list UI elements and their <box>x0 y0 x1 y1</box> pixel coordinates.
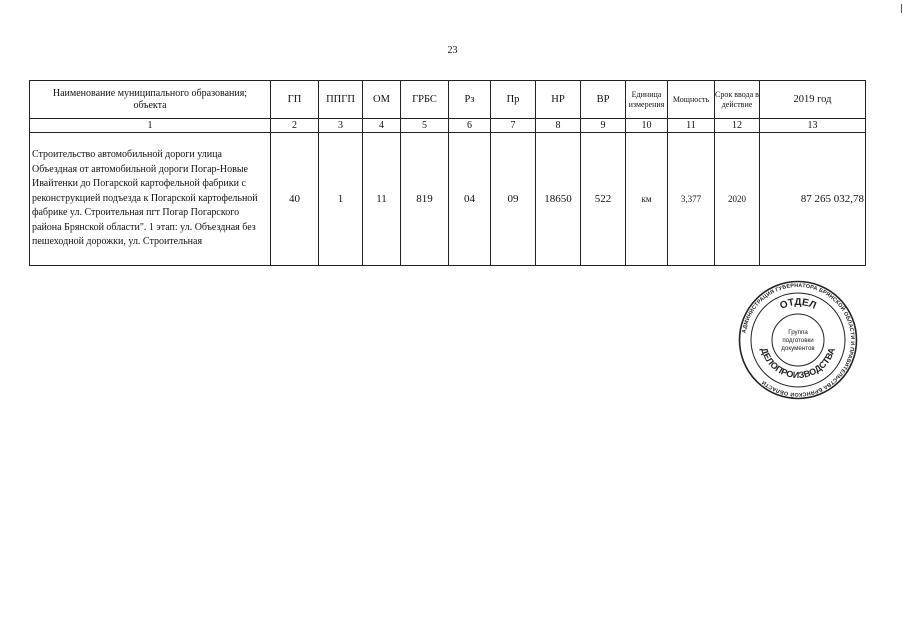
column-number: 8 <box>536 119 581 133</box>
nr-cell: 18650 <box>536 133 581 266</box>
stamp-center-line: Группа <box>788 329 808 336</box>
department-stamp <box>738 280 858 400</box>
header-term: Срок ввода в действие <box>715 81 760 119</box>
amount-2019-cell: 87 265 032,78 <box>760 133 866 266</box>
header-om: ОМ <box>363 81 401 119</box>
stamp-center-line: документов <box>781 345 815 352</box>
column-number: 13 <box>760 119 866 133</box>
column-number-row <box>30 119 866 133</box>
column-number: 2 <box>271 119 319 133</box>
ppgp-cell: 1 <box>319 133 363 266</box>
page-number: 23 <box>447 45 458 56</box>
column-number: 4 <box>363 119 401 133</box>
gp-cell: 40 <box>271 133 319 266</box>
object-name-cell: Строительство автомобильной дороги улица Объездная от автомобильной дороги Погар-Новые Ивайтенки до Погарской картофельной фабрики с реконструкцией подъезда к Погарской картофельной фабрике ул. Строительная пгт Погар Погарского района Брянской области". 1 этап: ул. Объездная без пешеходной дорожки, ул. Строительная <box>30 133 271 266</box>
header-name: Наименование муниципального образования; объекта <box>30 81 271 119</box>
header-pr: Пр <box>491 81 536 119</box>
unit-cell: км <box>626 133 668 266</box>
budget-table <box>29 80 866 266</box>
column-number: 5 <box>401 119 449 133</box>
header-vr: ВР <box>581 81 626 119</box>
stamp-center-line: подготовки <box>782 337 814 344</box>
scan-edge-mark <box>901 4 902 13</box>
column-number: 9 <box>581 119 626 133</box>
grbs-cell: 819 <box>401 133 449 266</box>
pr-cell: 09 <box>491 133 536 266</box>
header-ppgp: ППГП <box>319 81 363 119</box>
stamp-outer-text: АДМИНИСТРАЦИЯ ГУБЕРНАТОРА БРЯНСКОЙ ОБЛАСТИ И ПРАВИТЕЛЬСТВА БРЯНСКОЙ ОБЛАСТИ <box>741 282 856 398</box>
column-number: 3 <box>319 119 363 133</box>
header-unit: Единица измерения <box>626 81 668 119</box>
stamp-inner-top-text: ОТДЕЛ <box>778 297 818 312</box>
header-grbs: ГРБС <box>401 81 449 119</box>
term-cell: 2020 <box>715 133 760 266</box>
column-number: 1 <box>30 119 271 133</box>
vr-cell: 522 <box>581 133 626 266</box>
stamp-inner-bottom-text: ДЕЛОПРОИЗВОДСТВА <box>759 346 837 381</box>
column-number: 12 <box>715 119 760 133</box>
header-year-2019: 2019 год <box>760 81 866 119</box>
rz-cell: 04 <box>449 133 491 266</box>
header-rz: Рз <box>449 81 491 119</box>
header-nr: НР <box>536 81 581 119</box>
header-gp: ГП <box>271 81 319 119</box>
column-number: 11 <box>668 119 715 133</box>
header-capacity: Мощность <box>668 81 715 119</box>
table-row <box>30 133 866 266</box>
column-number: 6 <box>449 119 491 133</box>
header-row <box>30 81 866 119</box>
column-number: 10 <box>626 119 668 133</box>
column-number: 7 <box>491 119 536 133</box>
om-cell: 11 <box>363 133 401 266</box>
capacity-cell: 3,377 <box>668 133 715 266</box>
